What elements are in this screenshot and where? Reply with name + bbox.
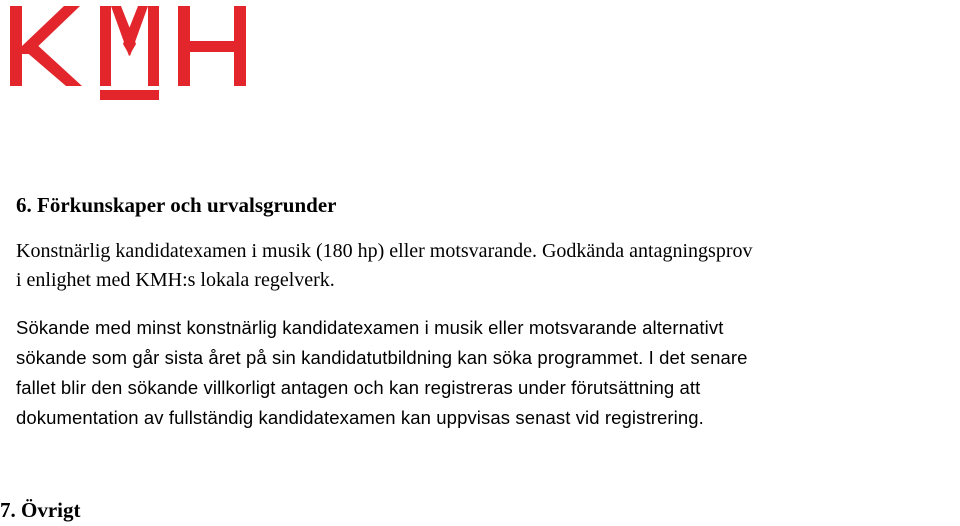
paragraph-line: i enlighet med KMH:s lokala regelverk.: [16, 269, 335, 291]
section-6-heading: 6. Förkunskaper och urvalsgrunder: [16, 193, 337, 217]
paragraph-line: fallet blir den sökande villkorligt antagen och kan registreras under förutsättning att: [16, 377, 701, 398]
section-6-paragraph-2: [16, 313, 748, 433]
kmh-logo: [10, 4, 248, 100]
paragraph-line: sökande som går sista året på sin kandidatutbildning kan söka programmet. I det senare: [16, 347, 748, 368]
paragraph-line: Sökande med minst konstnärlig kandidatexamen i musik eller motsvarande alternativt: [16, 317, 724, 338]
paragraph-line: Konstnärlig kandidatexamen i musik (180 hp) eller motsvarande. Godkända antagningsprov: [16, 240, 753, 262]
section-7-heading: 7. Övrigt: [0, 498, 81, 522]
section-6-paragraph-1: [16, 237, 752, 295]
paragraph-line: dokumentation av fullständig kandidatexamen kan uppvisas senast vid registrering.: [16, 407, 704, 428]
